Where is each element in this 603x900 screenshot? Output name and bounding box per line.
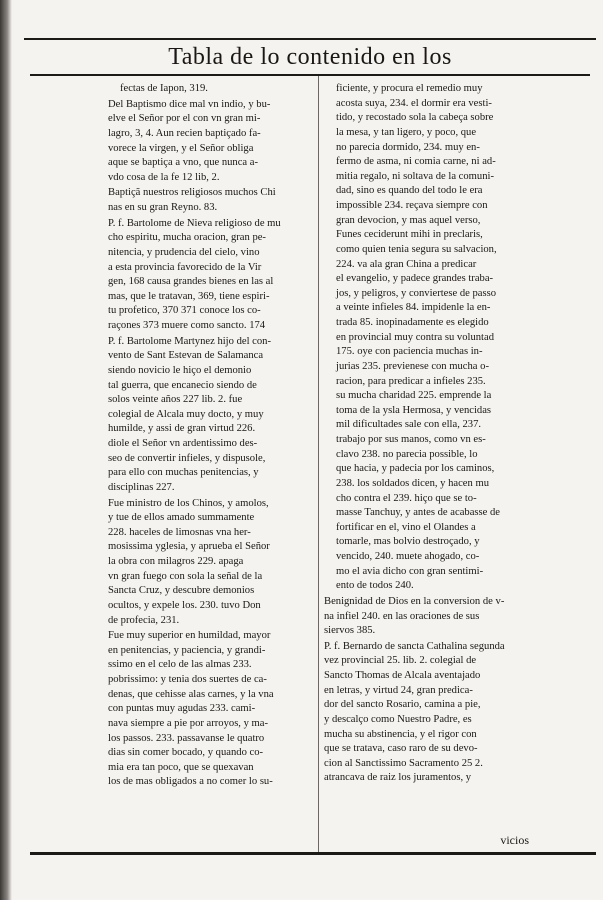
entry-line: racion, para predicar a infieles 235. bbox=[336, 375, 486, 387]
entry-line: cho contra el 239. hiço que se to- bbox=[336, 492, 477, 504]
entry-line: en provincial muy contra su voluntad bbox=[336, 331, 494, 343]
entry-line: elve el Señor por el con vn gran mi- bbox=[108, 113, 261, 125]
entry-line: que se tratava, caso raro de su devo- bbox=[324, 743, 478, 755]
entry-line: impossible 234. reçava siempre con bbox=[336, 200, 488, 211]
entry-line: lagro, 3, 4. Aun recien baptiçado fa- bbox=[108, 127, 261, 139]
entry-line: para ello con muchas penitencias, y bbox=[108, 467, 259, 479]
entry-line: mo el avia dicho con gran sentimi- bbox=[336, 565, 484, 577]
entry-line: 238. los soldados dicen, y hacen mu bbox=[336, 477, 489, 489]
entry-line: mucha su abstinencia, y el rigor con bbox=[324, 728, 477, 740]
entry-line: aque se baptiça a vno, que nunca a- bbox=[108, 157, 259, 169]
entry-line: tido, y recostado sola la cabeça sobre bbox=[336, 112, 494, 124]
entry-line: los passos. 233. passavanse le quatro bbox=[108, 732, 265, 744]
footer-rule bbox=[30, 852, 596, 855]
entry-line: mosissima yglesia, y aprueba el Señor bbox=[108, 541, 270, 553]
index-entry bbox=[108, 186, 316, 215]
entry-line: vez provincial 25. lib. 2. colegial de bbox=[324, 655, 477, 667]
entry-line: tu profetico, 370 371 conoce los co- bbox=[108, 305, 261, 317]
entry-line: a veinte infieles 84. impidenle la en- bbox=[336, 302, 491, 314]
entry-line: diole el Señor vn ardentissimo des- bbox=[108, 438, 258, 449]
index-entry bbox=[108, 82, 316, 97]
entry-line: solos veinte años 227 lib. 2. fue bbox=[108, 394, 243, 406]
entry-line: vencido, 240. muete ahogado, co- bbox=[336, 551, 480, 562]
entry-line: seo de convertir infieles, y dispusole, bbox=[108, 452, 266, 464]
entry-line: la mesa, y tan ligero, y poco, que bbox=[336, 126, 477, 138]
entry-line: cho espiritu, mucha oracion, gran pe- bbox=[108, 232, 266, 244]
entry-line: con puntas muy agudas 233. cami- bbox=[108, 703, 256, 715]
entry-line: los de mas obligados a no comer lo su- bbox=[108, 776, 273, 788]
binding-shadow bbox=[0, 0, 12, 900]
entry-line: fermo de asma, ni comia carne, ni ad- bbox=[336, 156, 496, 168]
entry-line: na infiel 240. en las oraciones de sus bbox=[324, 610, 480, 622]
entry-line: el evangelio, y padece grandes traba- bbox=[336, 273, 494, 285]
entry-line: jos, y peligros, y conviertese de passo bbox=[336, 287, 497, 299]
header-rule bbox=[30, 74, 590, 76]
entry-line: mas, que le tratavan, 369, tiene espiri- bbox=[108, 290, 270, 302]
entry-line: Del Baptismo dice mal vn indio, y bu- bbox=[108, 98, 271, 110]
entry-line: atrancava de raiz los juramentos, y bbox=[324, 772, 472, 784]
entry-line: disciplinas 227. bbox=[108, 481, 175, 493]
entry-line: ento de todos 240. bbox=[336, 580, 414, 592]
entry-line: a esta provincia favorecido de la Vir bbox=[108, 261, 262, 273]
entry-line: nas en su gran Reyno. 83. bbox=[108, 202, 218, 213]
entry-line: P. f. Bernardo de sancta Cathalina segunda bbox=[324, 640, 505, 652]
catchword: vicios bbox=[500, 833, 529, 847]
entry-line: y descalço como Nuestro Padre, es bbox=[324, 713, 472, 725]
entry-line: colegial de Alcala muy docto, y muy bbox=[108, 408, 264, 420]
entry-line: vento de Sant Estevan de Salamanca bbox=[108, 350, 264, 362]
entry-line: Baptiçã nuestros religiosos muchos Chi bbox=[108, 187, 276, 199]
entry-line: trabajo por sus manos, como vn es- bbox=[336, 434, 486, 445]
index-entry bbox=[108, 217, 316, 334]
right-column bbox=[324, 82, 550, 787]
entry-line: 228. haceles de limosnas vna her- bbox=[108, 526, 251, 538]
index-entry bbox=[324, 82, 550, 594]
entry-line: Sancto Thomas de Alcala aventajado bbox=[324, 670, 481, 681]
entry-line: P. f. Bartolome de Nieva religioso de mu bbox=[108, 217, 281, 229]
entry-line: denas, que cehisse alas carnes, y la vna bbox=[108, 688, 274, 700]
index-entry bbox=[108, 98, 316, 186]
entry-line: tomarle, mas bolvio destroçado, y bbox=[336, 536, 480, 548]
entry-line: P. f. Bartolome Martynez hijo del con- bbox=[108, 335, 271, 347]
entry-line: 224. va ala gran China a predicar bbox=[336, 258, 477, 270]
entry-line: de profecia, 231. bbox=[108, 614, 180, 626]
entry-line: y tue de ellos amado summamente bbox=[108, 512, 255, 524]
entry-line: toma de la ysla Hermosa, y vencidas bbox=[336, 404, 492, 416]
entry-line: vorece la virgen, y el Señor obliga bbox=[108, 142, 254, 154]
entry-line: como quien tenia segura su salvacion, bbox=[336, 243, 497, 255]
entry-line: ssimo en el celo de las almas 233. bbox=[108, 659, 252, 671]
entry-line: acosta suya, 234. el dormir era vesti- bbox=[336, 97, 492, 109]
entry-line: siervos 385. bbox=[324, 625, 376, 637]
entry-line: que hacia, y padecia por los caminos, bbox=[336, 463, 495, 475]
index-entry bbox=[108, 629, 316, 790]
left-column bbox=[108, 82, 316, 791]
index-entry bbox=[324, 595, 550, 639]
entry-line: Fue muy superior en humildad, mayor bbox=[108, 630, 271, 642]
entry-line: tal guerra, que encanecio siendo de bbox=[108, 379, 257, 391]
entry-line: trada 85. inopinadamente es elegido bbox=[336, 317, 489, 328]
entry-line: masse Tanchuy, y antes de acabasse de bbox=[336, 507, 500, 519]
index-entry bbox=[108, 335, 316, 496]
entry-line: 175. oye con paciencia muchas in- bbox=[336, 346, 483, 358]
entry-line: Fue ministro de los Chinos, y amolos, bbox=[108, 497, 269, 509]
entry-line: clavo 238. no parecia possible, lo bbox=[336, 448, 478, 460]
entry-line: dad, sino es quando del todo le era bbox=[336, 185, 483, 197]
entry-line: su mucha charidad 225. emprende la bbox=[336, 390, 492, 402]
entry-line: mitia regalo, ni soltava de la comuni- bbox=[336, 170, 494, 182]
entry-line: mil dificultades sale con ella, 237. bbox=[336, 419, 482, 431]
entry-line: Funes ceciderunt mihi in preclaris, bbox=[336, 229, 483, 241]
entry-line: jurias 235. previenese con mucha o- bbox=[336, 360, 489, 372]
column-divider bbox=[318, 76, 319, 852]
entry-line: nava siempre a pie por arroyos, y ma- bbox=[108, 717, 269, 729]
entry-line: ficiente, y procura el remedio muy bbox=[336, 83, 483, 94]
entry-line: fortificar en el, vino el Olandes a bbox=[336, 521, 476, 533]
entry-line: fectas de Iapon, 319. bbox=[120, 83, 208, 94]
index-entry bbox=[108, 497, 316, 629]
entry-line: dias sin comer bocado, y quando co- bbox=[108, 747, 264, 759]
entry-line: humilde, y assi de gran virtud 226. bbox=[108, 423, 256, 435]
entry-line: mia era tan poco, que se quexavan bbox=[108, 761, 254, 773]
entry-line: Benignidad de Dios en la conversion de v- bbox=[324, 595, 505, 607]
entry-line: la obra con milagros 229. apaga bbox=[108, 556, 244, 567]
entry-line: nitencia, y prudencia del cielo, vino bbox=[108, 246, 260, 258]
entry-line: en penitencias, y paciencia, y grandi- bbox=[108, 644, 266, 656]
entry-line: siendo novicio le hiço el demonio bbox=[108, 364, 252, 376]
entry-line: dor del sancto Rosario, camina a pie, bbox=[324, 699, 481, 711]
entry-line: gran devocion, y mas aquel verso, bbox=[336, 214, 481, 226]
entry-line: vn gran fuego con sola la señal de la bbox=[108, 570, 263, 582]
entry-line: en letras, y virtud 24, gran predica- bbox=[324, 684, 473, 696]
entry-line: raçones 373 muere como sancto. 174 bbox=[108, 320, 266, 331]
entry-line: gen, 168 causa grandes bienes en las al bbox=[108, 276, 274, 288]
entry-line: Sancta Cruz, y descubre demonios bbox=[108, 585, 255, 597]
index-entry bbox=[324, 640, 550, 786]
entry-line: pobrissimo: y tenia dos suertes de ca- bbox=[108, 674, 267, 685]
entry-line: ocultos, y expele los. 230. tuvo Don bbox=[108, 599, 261, 611]
entry-line: vdo cosa de la fe 12 lib, 2. bbox=[108, 171, 220, 183]
page-title: Tabla de lo contenido en los bbox=[168, 44, 452, 70]
entry-line: no parecia dormido, 234. muy en- bbox=[336, 141, 480, 153]
entry-line: cion al Sanctissimo Sacramento 25 2. bbox=[324, 757, 483, 769]
